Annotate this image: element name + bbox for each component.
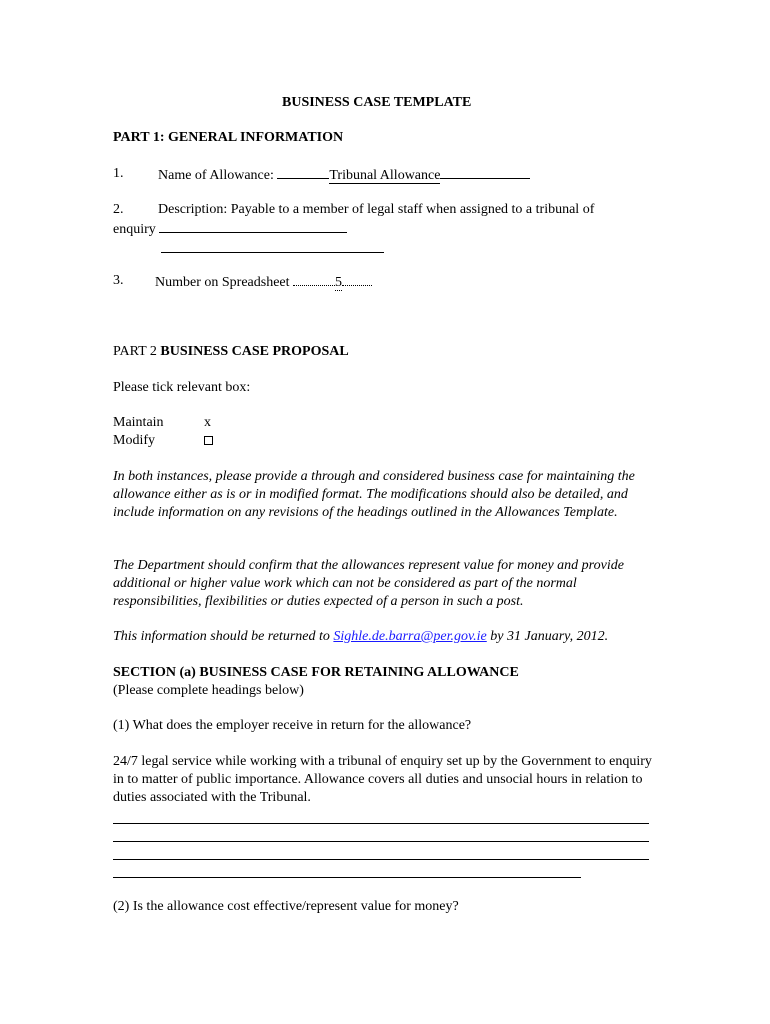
item1-label: Name of Allowance:	[158, 168, 274, 183]
item3-row	[155, 272, 372, 292]
item2-continuation	[113, 219, 347, 239]
item1-blank-left	[277, 165, 329, 179]
checkbox-icon	[204, 436, 213, 445]
section-a-subheading: (Please complete headings below)	[113, 683, 304, 698]
item2-value[interactable]: Payable to a member of legal staff when assigned to a tribunal of	[230, 202, 595, 217]
part2-heading-prefix: PART 2	[113, 344, 161, 359]
option-maintain-label: Maintain	[113, 415, 164, 430]
question-2: (2) Is the allowance cost effective/represent value for money?	[113, 899, 459, 914]
answer-line-2	[113, 841, 649, 842]
option-maintain-mark[interactable]: x	[204, 415, 211, 430]
option-modify-label: Modify	[113, 433, 155, 448]
answer-1[interactable]: 24/7 legal service while working with a tribunal of enquiry set up by the Government to enquiry in to matter of public importance. Allowance covers all duties and unsocial hours in relation to duties associated with the Tribunal.	[113, 754, 652, 805]
instructions-paragraph-1: In both instances, please provide a through and considered business case for maintaining the allowance either as is or in modified format. The modifications should also be detailed, and include information on any revisions of the headings outlined in the Allowances Template.	[113, 469, 635, 520]
part1-heading: PART 1: GENERAL INFORMATION	[113, 130, 344, 145]
item3-blank-left	[293, 272, 335, 286]
item2-row	[158, 201, 594, 219]
return-email-link[interactable]: Sighle.de.barra@per.gov.ie	[333, 629, 487, 644]
item3-number: 3.	[113, 273, 124, 288]
item2-blank-line	[159, 219, 347, 233]
question-1: (1) What does the employer receive in return for the allowance?	[113, 718, 472, 733]
tick-instruction: Please tick relevant box:	[113, 380, 251, 395]
section-a-heading: SECTION (a) BUSINESS CASE FOR RETAINING ALLOWANCE	[113, 665, 519, 680]
item2-number: 2.	[113, 202, 124, 217]
item3-label: Number on Spreadsheet	[155, 275, 290, 290]
part2-heading	[113, 343, 349, 361]
answer-line-1	[113, 823, 649, 824]
item2-blank-line-2	[161, 252, 384, 253]
document-title: BUSINESS CASE TEMPLATE	[282, 95, 472, 110]
answer-line-3	[113, 859, 649, 860]
return-info	[113, 628, 608, 646]
instructions-paragraph-2: The Department should confirm that the allowances represent value for money and provide additional or higher value work which can not be considered as part of the normal responsibilities, flexibilities or duties expected of a person in such a post.	[113, 558, 624, 609]
item1-row	[158, 165, 530, 185]
item1-number: 1.	[113, 166, 124, 181]
item3-value[interactable]: 5	[335, 275, 343, 290]
part2-heading-bold: BUSINESS CASE PROPOSAL	[160, 344, 349, 359]
item2-value-cont[interactable]: enquiry	[113, 222, 156, 237]
item1-value[interactable]: Tribunal Allowance	[329, 168, 441, 183]
item1-blank-right	[440, 165, 530, 179]
item2-label: Description:	[158, 202, 228, 217]
item3-blank-right	[342, 272, 372, 286]
answer-line-4	[113, 877, 581, 878]
return-suffix: by 31 January, 2012.	[486, 629, 609, 644]
option-modify-checkbox[interactable]	[204, 432, 213, 450]
return-prefix: This information should be returned to	[113, 629, 334, 644]
